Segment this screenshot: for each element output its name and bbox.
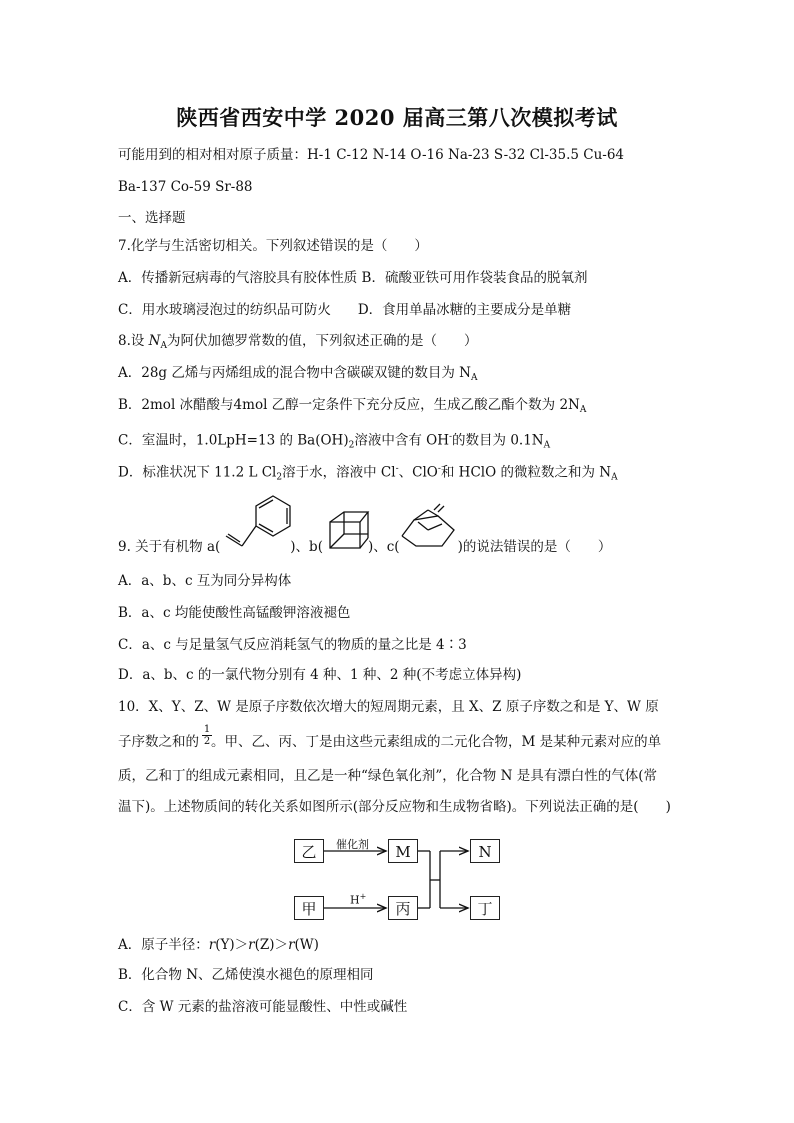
node-ding: 丁 <box>470 896 500 920</box>
q7-stem: 7.化学与生活密切相关。下列叙述错误的是（ ） <box>118 238 428 254</box>
q10-option-a: A．原子半径：r(Y)＞r(Z)＞r(W) <box>118 937 319 953</box>
q10-line-2: 子序数之和的 。甲、乙、丙、丁是由这些元素组成的二元化合物，M 是某种元素对应的单 <box>118 734 662 750</box>
q9-option-a: A．a、b、c 互为同分异构体 <box>118 573 292 589</box>
section-heading: 一、选择题 <box>118 210 186 226</box>
q10-option-c: C．含 W 元素的盐溶液可能显酸性、中性或碱性 <box>118 999 408 1015</box>
q8-option-b: B．2mol 冰醋酸与4mol 乙醇一定条件下充分反应，生成乙酸乙酯个数为 $2N_A$ <box>118 397 587 415</box>
node-bing: 丙 <box>388 896 418 920</box>
label-catalyst: 催化剂 <box>336 838 369 851</box>
q10-line-3: 质，乙和丁的组成元素相同，且乙是一种“绿色氧化剂”，化合物 N 是具有漂白性的气体(常 <box>118 768 657 784</box>
q10-line-1: 10．X、Y、Z、W 是原子序数依次增大的短周期元素，且 X、Z 原子序数之和是 Y、W 原 <box>118 699 659 715</box>
q7-options-c-d: C．用水玻璃浸泡过的纺织品可防火 D．食用单晶冰糖的主要成分是单糖 <box>118 302 572 318</box>
q10-option-b: B．化合物 N、乙烯使溴水褪色的原理相同 <box>118 967 374 983</box>
atomic-masses-line-2: Ba-137 Co-59 Sr-88 <box>118 179 253 195</box>
atomic-masses-line-1: 可能用到的相对相对原子质量：H-1 C-12 N-14 O-16 Na-23 S-32 Cl-35.5 Cu-64 <box>118 147 624 163</box>
label-h-plus: H+ <box>350 892 367 907</box>
node-n: N <box>470 839 500 863</box>
q8-stem: 8.设 $N_A$为阿伏加德罗常数的值，下列叙述正确的是（ ） <box>118 333 478 351</box>
q10-line-4: 温下)。上述物质间的转化关系如图所示(部分反应物和生成物省略)。下列说法正确的是( ) <box>118 799 671 815</box>
node-yi: 乙 <box>294 839 324 863</box>
node-m: M <box>388 839 418 863</box>
q7-options-a-b: A．传播新冠病毒的气溶胶具有胶体性质 B．硫酸亚铁可用作袋装食品的脱氧剂 <box>118 270 588 286</box>
fraction-one-half: $\frac{1}{2}$ <box>203 724 211 747</box>
q9-stem: 9. 关于有机物 a( )、b( )、c( )的说法错误的是（ ） <box>118 539 612 555</box>
q9-option-c: C．a、c 与足量氢气反应消耗氢气的物质的量之比是 4∶3 <box>118 637 467 653</box>
q9-option-b: B．a、c 均能使酸性高锰酸钾溶液褪色 <box>118 605 351 621</box>
q8-option-c: C．室温时，1.0LpH=13 的 $Ba(OH)_2$溶液中含有 OH-的数目为 $0.1N_A$ <box>118 432 551 451</box>
q9-option-d: D．a、b、c 的一氯代物分别有 4 种、1 种、2 种(不考虑立体异构) <box>118 667 522 683</box>
q8-option-a: A．28g 乙烯与丙烯组成的混合物中含碳碳双键的数目为 $N_A$ <box>118 365 478 383</box>
node-jia: 甲 <box>294 896 324 920</box>
page-title: 陕西省西安中学 2020 届高三第八次模拟考试 <box>176 105 618 130</box>
q8-option-d: D．标准状况下 11.2 L $Cl_2$溶于水，溶液中 Cl-、ClO-和 HClO 的微粒数之和为 $N_A$ <box>118 464 618 483</box>
